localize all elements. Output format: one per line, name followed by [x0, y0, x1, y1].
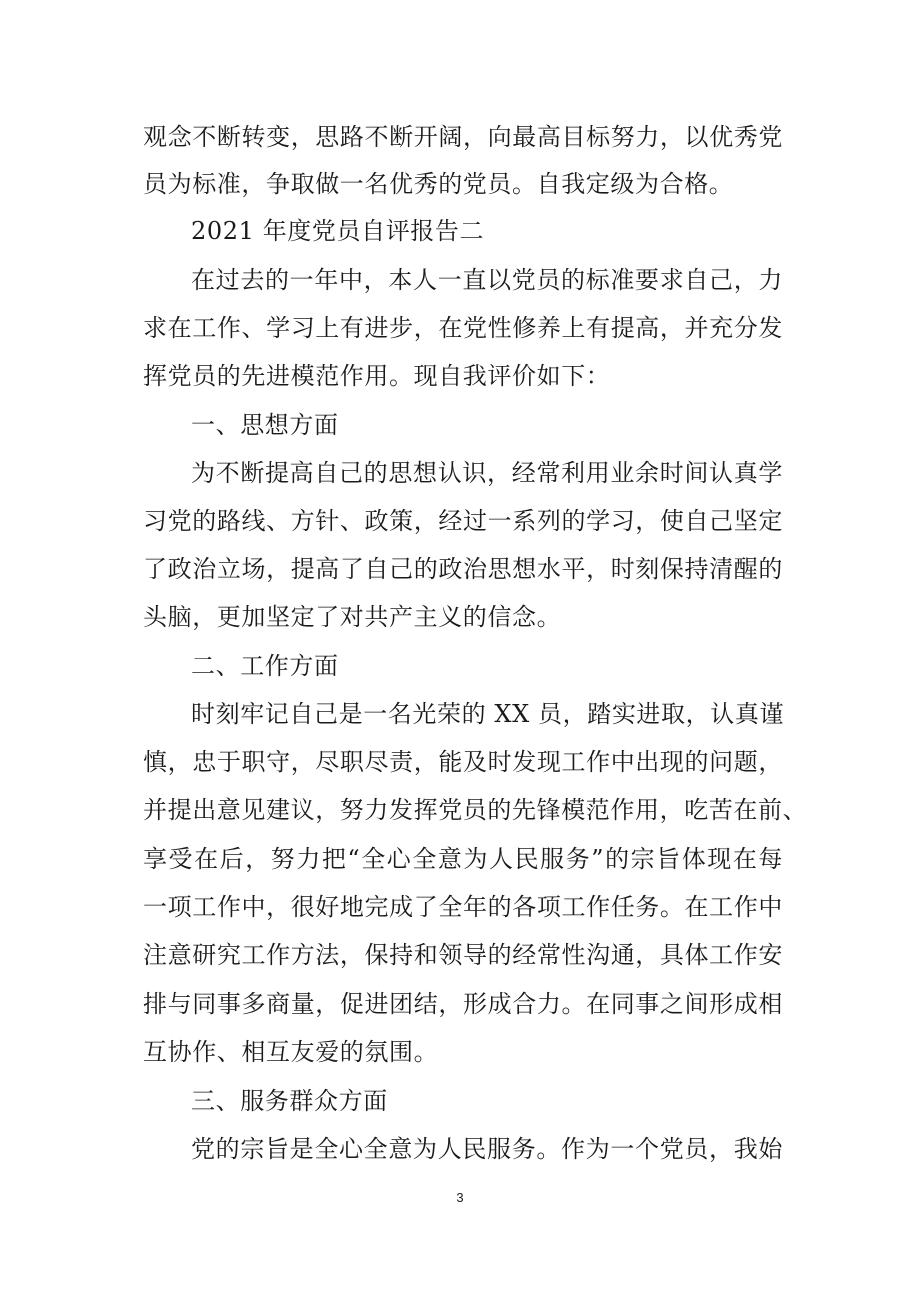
section-heading: 一、思想方面 — [191, 411, 339, 439]
paragraph-line: 互协作、相互友爱的氛围。 — [143, 1038, 439, 1066]
paragraph-line: 时刻牢记自己是一名光荣的 XX 员，踏实进取，认真谨 — [191, 700, 785, 728]
section-heading: 二、工作方面 — [191, 652, 339, 680]
paragraph-line: 了政治立场，提高了自己的政治思想水平，时刻保持清醒的 — [143, 555, 783, 583]
paragraph-line: 党的宗旨是全心全意为人民服务。作为一个党员，我始 — [191, 1135, 783, 1163]
paragraph-line: 观念不断转变，思路不断开阔，向最高目标努力，以优秀党 — [143, 123, 783, 151]
paragraph-line: 并提出意见建议，努力发挥党员的先锋模范作用，吃苦在前、 — [143, 796, 808, 824]
paragraph-line: 在过去的一年中，本人一直以党员的标准要求自己，力 — [191, 266, 783, 294]
paragraph-line: 排与同事多商量，促进团结，形成合力。在同事之间形成相 — [143, 990, 783, 1018]
page-number: 3 — [456, 1190, 464, 1205]
paragraph-line: 挥党员的先进模范作用。现自我评价如下： — [143, 362, 611, 390]
paragraph-line: 享受在后，努力把“全心全意为人民服务”的宗旨体现在每 — [143, 845, 783, 873]
section-title: 2021 年度党员自评报告二 — [191, 217, 485, 245]
paragraph-line: 头脑，更加坚定了对共产主义的信念。 — [143, 603, 562, 631]
paragraph-line: 注意研究工作方法，保持和领导的经常性沟通，具体工作安 — [143, 941, 783, 969]
paragraph-line: 求在工作、学习上有进步，在党性修养上有提高，并充分发 — [143, 314, 783, 342]
paragraph-line: 一项工作中，很好地完成了全年的各项工作任务。在工作中 — [143, 893, 783, 921]
paragraph-line: 慎，忠于职守，尽职尽责，能及时发现工作中出现的问题， — [143, 748, 783, 776]
paragraph-line: 为不断提高自己的思想认识，经常利用业余时间认真学 — [191, 459, 783, 487]
section-heading: 三、服务群众方面 — [191, 1087, 388, 1115]
paragraph-line: 习党的路线、方针、政策，经过一系列的学习，使自己坚定 — [143, 507, 783, 535]
paragraph-line: 员为标准，争取做一名优秀的党员。自我定级为合格。 — [143, 170, 734, 198]
